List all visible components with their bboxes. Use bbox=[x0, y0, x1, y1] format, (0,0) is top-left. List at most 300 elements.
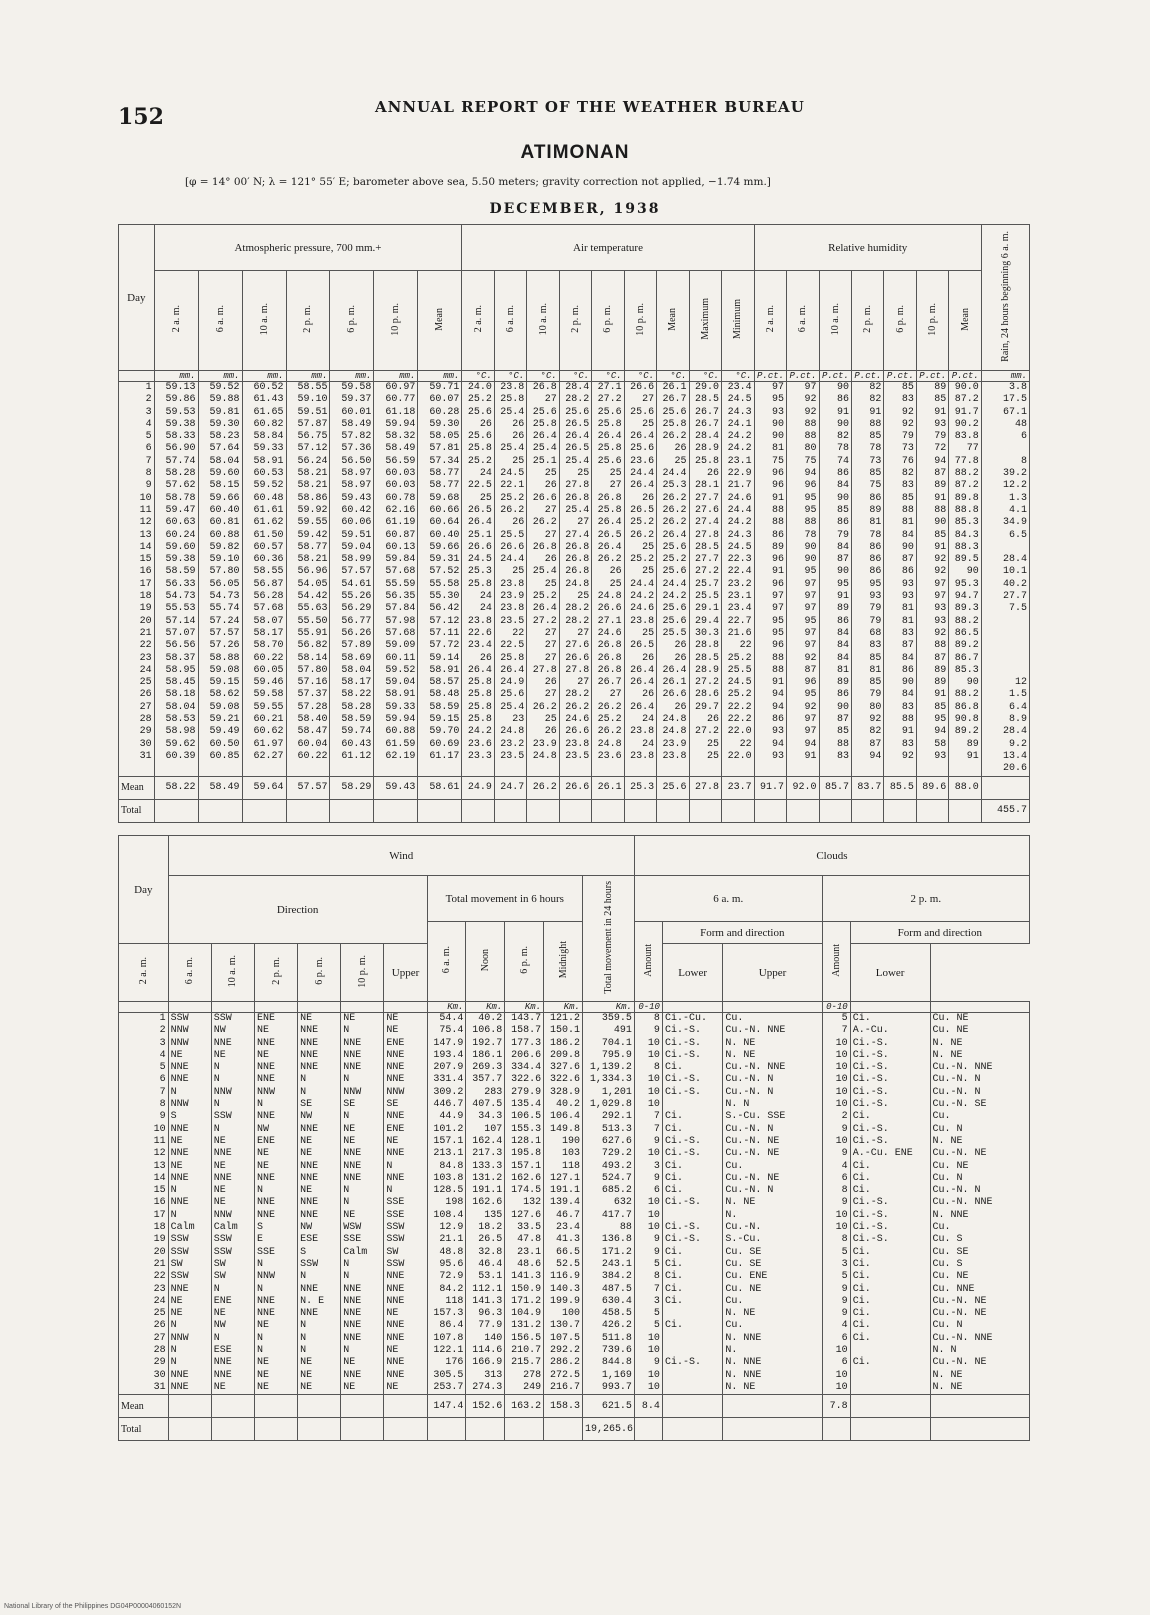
cloud-amount-2pm-value: 9 bbox=[841, 1123, 848, 1135]
rh-cell-value: 96 bbox=[804, 677, 817, 689]
air-cell-value: 22.2 bbox=[727, 701, 752, 713]
cloud-upper-6am-value bbox=[665, 1333, 720, 1345]
air-cell-value: 25 bbox=[479, 492, 492, 504]
cloud-amount-2pm-value: 4 bbox=[841, 1320, 848, 1332]
pressure-cell-value: 56.50 bbox=[341, 455, 372, 467]
pressure-cell-value: 60.48 bbox=[253, 492, 284, 504]
direction-cell-value: NE bbox=[170, 1049, 183, 1061]
pressure-cell-value: 58.04 bbox=[341, 664, 372, 676]
air-cell-value: 25 bbox=[609, 578, 622, 590]
rain-cell-value bbox=[984, 640, 1027, 652]
pressure-cell-value: 61.61 bbox=[253, 504, 284, 516]
rain-cell-value: 7.5 bbox=[1008, 603, 1027, 615]
cloud-amount-6am-value: 5 bbox=[653, 1308, 660, 1320]
pressure-cell-value: 59.58 bbox=[253, 689, 284, 701]
unit-direction bbox=[254, 1002, 297, 1013]
pressure-cell-value: 58.59 bbox=[165, 566, 196, 578]
pressure-col-header-text: 2 a. m. bbox=[170, 305, 182, 333]
air-cell-value: 24.5 bbox=[727, 541, 752, 553]
pressure-cell-value: 57.57 bbox=[341, 566, 372, 578]
day-number-2-value: 6 bbox=[159, 1074, 166, 1086]
pressure-cell-value: 59.94 bbox=[385, 714, 416, 726]
cloud-upper-6am-value: Ci.-S. bbox=[664, 1037, 701, 1049]
air-cell-value: 24.4 bbox=[727, 504, 752, 516]
cloud-amount-2pm-value: 7 bbox=[841, 1025, 848, 1037]
air-cell-value: 23.8 bbox=[565, 738, 590, 750]
air-cell-value: 26.2 bbox=[662, 492, 687, 504]
rh-cell-value: 95 bbox=[869, 578, 882, 590]
pressure-cell-value: 61.17 bbox=[429, 750, 460, 762]
movement-col-header-text: Noon bbox=[479, 948, 491, 972]
pressure-cell-value: 55.63 bbox=[297, 603, 328, 615]
air-cell-value: 26.8 bbox=[565, 541, 590, 553]
direction-cell bbox=[211, 1013, 254, 1395]
rain-cell-value: 8.9 bbox=[1008, 714, 1027, 726]
cloud-lower-2pm-value: Cu. SE bbox=[932, 1246, 969, 1258]
direction-cell-value: NNW bbox=[256, 1086, 275, 1098]
pressure-cell-value: 59.43 bbox=[341, 492, 372, 504]
air-cell-value: 25.6 bbox=[662, 615, 687, 627]
movement-cell-value: 524.7 bbox=[601, 1172, 632, 1184]
direction-cell-value: NNE bbox=[343, 1308, 362, 1320]
movement-cell-value: 48.6 bbox=[517, 1258, 542, 1270]
direction-cell-value: SSW bbox=[386, 1258, 405, 1270]
air-cell-value: 25.5 bbox=[662, 627, 687, 639]
movement-cell-value: 191.1 bbox=[472, 1185, 503, 1197]
pressure-cell-value: 60.63 bbox=[165, 517, 196, 529]
rh-cell-value: 97 bbox=[772, 591, 785, 603]
scan-credit: National Library of the Philippines DG04P00004060152N bbox=[4, 1603, 182, 1610]
direction-cell-value: NE bbox=[300, 1148, 313, 1160]
total-empty bbox=[254, 1418, 297, 1441]
cloud-upper-2pm-value: Ci.-S. bbox=[852, 1037, 889, 1049]
air-cell-value: 25.2 bbox=[467, 394, 492, 406]
direction-cell-value: NW bbox=[213, 1025, 226, 1037]
rh-cell-value: 94 bbox=[772, 701, 785, 713]
rain-cell bbox=[981, 382, 1029, 777]
pressure-cell-value: 56.77 bbox=[341, 615, 372, 627]
movement-cell-value: 177.3 bbox=[511, 1037, 542, 1049]
direction-cell-value: NE bbox=[386, 1025, 399, 1037]
cloud-amount-2pm-value: 5 bbox=[841, 1246, 848, 1258]
direction-cell-value: NNE bbox=[256, 1308, 275, 1320]
rh-cell-value: 87 bbox=[804, 664, 817, 676]
rh-cell-value: 91.7 bbox=[954, 406, 979, 418]
direction-cell-value: NE bbox=[170, 1135, 183, 1147]
total-empty bbox=[657, 799, 689, 822]
movement-cell-value: 171.2 bbox=[601, 1246, 632, 1258]
rh-cell-value: 93 bbox=[772, 406, 785, 418]
cloud-lower-6am-value: Cu.-N. N bbox=[725, 1074, 774, 1086]
air-cell-value: 27.2 bbox=[695, 726, 720, 738]
cloud-lower-2pm-value: Cu.-N. N bbox=[932, 1086, 981, 1098]
air-cell-value: 22 bbox=[739, 738, 752, 750]
air-cell-value: 26 bbox=[674, 652, 687, 664]
cloud-lower-2pm-value: N. NE bbox=[932, 1037, 963, 1049]
direction-cell-value: NNE bbox=[300, 1049, 319, 1061]
wind-clouds-table bbox=[118, 835, 1030, 1441]
rain-cell-value bbox=[984, 616, 1027, 628]
direction-cell-value: NNW bbox=[386, 1086, 405, 1098]
cloud-upper-2pm-value: Ci.-S. bbox=[852, 1099, 889, 1111]
pressure-cell-value: 59.47 bbox=[165, 504, 196, 516]
direction-cell-value: N bbox=[343, 1271, 350, 1283]
direction-col-header-text: 6 p. m. bbox=[313, 957, 325, 985]
air-cell-value: 27.4 bbox=[695, 517, 720, 529]
unit-km: Km. bbox=[466, 1002, 505, 1013]
mean-movement: 163.2 bbox=[505, 1395, 544, 1418]
pressure-cell-value: 59.92 bbox=[297, 504, 328, 516]
direction-cell-value: NNE bbox=[386, 1369, 405, 1381]
rh-cell-value: 89 bbox=[934, 480, 947, 492]
air-col-header bbox=[689, 271, 721, 371]
cloud-lower-2pm-value: Cu.-N. N bbox=[932, 1185, 981, 1197]
movement-cell-value: 103.8 bbox=[433, 1172, 464, 1184]
rh-cell-value: 85 bbox=[869, 652, 882, 664]
air-cell-value: 25 bbox=[544, 578, 557, 590]
air-cell-value: 25.1 bbox=[467, 529, 492, 541]
movement-cell-value: 107.8 bbox=[433, 1332, 464, 1344]
air-cell-value: 23.4 bbox=[727, 382, 752, 393]
direction-cell-value: N bbox=[386, 1185, 393, 1197]
cloud-lower-6am-value: Cu. NE bbox=[725, 1283, 762, 1295]
direction-cell-value: NNE bbox=[386, 1295, 405, 1307]
mean-empty bbox=[254, 1395, 297, 1418]
pressure-cell-value: 59.74 bbox=[341, 726, 372, 738]
movement-cell-value: 106.5 bbox=[511, 1111, 542, 1123]
cloud-upper-2pm-value bbox=[853, 1370, 928, 1382]
total-empty bbox=[689, 799, 721, 822]
day-number-value: 1 bbox=[145, 382, 152, 393]
air-cell-value: 24.8 bbox=[565, 578, 590, 590]
rh-cell-value: 95 bbox=[934, 714, 947, 726]
data-block-2 bbox=[119, 1013, 1030, 1395]
cloud-amount-6am-value: 3 bbox=[653, 1160, 660, 1172]
pressure-cell-value: 56.24 bbox=[297, 455, 328, 467]
air-cell-value: 25.4 bbox=[500, 406, 525, 418]
rh-cell-value: 92 bbox=[804, 394, 817, 406]
air-cell-value: 26.6 bbox=[467, 541, 492, 553]
rh-cell-value: 82 bbox=[836, 431, 849, 443]
movement-cell-value: 95.6 bbox=[439, 1258, 464, 1270]
cloud-amount-6am-value: 7 bbox=[653, 1123, 660, 1135]
day-number-2-value: 10 bbox=[153, 1123, 166, 1135]
cloud-upper-2pm-value: Ci. bbox=[852, 1332, 871, 1344]
pressure-cell-value: 58.21 bbox=[297, 468, 328, 480]
cloud-upper-6am-value: Ci. bbox=[664, 1283, 683, 1295]
air-cell-value: 25 bbox=[642, 541, 655, 553]
air-cell-value: 26 bbox=[512, 517, 525, 529]
cloud-amount-6am bbox=[634, 1013, 662, 1395]
rh-cell-value: 86 bbox=[836, 517, 849, 529]
movement-cell bbox=[544, 1013, 583, 1395]
movement-cell-value: 130.7 bbox=[549, 1320, 580, 1332]
mean-label-2: Mean bbox=[119, 1395, 169, 1418]
rh-cell-value: 92 bbox=[804, 701, 817, 713]
rh-cell-value: 88 bbox=[772, 517, 785, 529]
rh-cell-value: 91 bbox=[934, 541, 947, 553]
air-cell-value: 28.9 bbox=[695, 443, 720, 455]
mean-air: 23.7 bbox=[722, 776, 755, 799]
total-empty bbox=[916, 799, 948, 822]
cloud-amount-2pm-value: 10 bbox=[835, 1062, 848, 1074]
rh-cell-value: 90 bbox=[836, 492, 849, 504]
pressure-cell-value: 59.94 bbox=[385, 418, 416, 430]
direction-cell-value: N bbox=[300, 1271, 307, 1283]
air-cell-value: 25 bbox=[544, 468, 557, 480]
air-col-header-text: Minimum bbox=[732, 298, 744, 339]
pressure-cell-value: 59.52 bbox=[253, 480, 284, 492]
rh-cell-value: 97 bbox=[772, 382, 785, 393]
direction-cell-value: NE bbox=[386, 1308, 399, 1320]
direction-cell-value: Calm bbox=[213, 1222, 238, 1234]
direction-cell-value: NE bbox=[213, 1135, 226, 1147]
day-number-value: 16 bbox=[139, 566, 152, 578]
unit-pressure: mm. bbox=[418, 371, 462, 382]
pressure-cell-value: 59.66 bbox=[209, 492, 240, 504]
pressure-cell-value: 62.16 bbox=[385, 504, 416, 516]
air-cell-value: 24.2 bbox=[662, 591, 687, 603]
movement-cell-value: 44.9 bbox=[439, 1111, 464, 1123]
rh-cell-value: 92 bbox=[869, 714, 882, 726]
air-col-header bbox=[559, 271, 591, 371]
day-number-value: 7 bbox=[145, 455, 152, 467]
rh-cell-value: 77.8 bbox=[954, 455, 979, 467]
rh-cell-value: 94 bbox=[804, 738, 817, 750]
cloud-upper-2pm-value: Ci. bbox=[852, 1295, 871, 1307]
mean-air: 26.6 bbox=[559, 776, 591, 799]
movement-cell-value: 131.2 bbox=[472, 1172, 503, 1184]
pressure-cell-value: 60.21 bbox=[253, 714, 284, 726]
rh-cell-value: 84 bbox=[901, 529, 914, 541]
total-empty bbox=[624, 799, 656, 822]
rh-col-header-text: 6 a. m. bbox=[797, 305, 809, 333]
rh-cell-value: 97 bbox=[934, 578, 947, 590]
day-number bbox=[119, 382, 155, 777]
rh-cell-value: 86 bbox=[772, 529, 785, 541]
air-cell-value: 23.8 bbox=[500, 603, 525, 615]
unit-empty bbox=[850, 1002, 930, 1013]
cloud-upper-6am-value: Ci.-S. bbox=[664, 1148, 701, 1160]
rh-cell-value: 95 bbox=[804, 689, 817, 701]
air-cell-value: 24.2 bbox=[727, 443, 752, 455]
cloud-lower-6am-value: N. NE bbox=[725, 1037, 756, 1049]
rh-cell-value: 97 bbox=[804, 382, 817, 393]
total-empty bbox=[374, 799, 418, 822]
movement-cell-value: 96.3 bbox=[478, 1308, 503, 1320]
rh-cell-value: 91 bbox=[772, 492, 785, 504]
air-cell-value: 25.4 bbox=[500, 443, 525, 455]
movement-cell-value: 141.3 bbox=[511, 1271, 542, 1283]
unit-empty bbox=[930, 1002, 1029, 1013]
air-cell-value: 25.2 bbox=[630, 517, 655, 529]
rh-cell-value: 88.8 bbox=[954, 504, 979, 516]
pressure-cell-value: 62.19 bbox=[385, 750, 416, 762]
direction-cell-value: NNW bbox=[170, 1099, 189, 1111]
air-cell-value: 26.7 bbox=[695, 406, 720, 418]
day-number-2-value: 16 bbox=[153, 1197, 166, 1209]
pressure-cell-value: 60.06 bbox=[341, 517, 372, 529]
humidity-group-header: Relative humidity bbox=[754, 225, 981, 271]
movement-cell-value: 100 bbox=[561, 1308, 580, 1320]
air-cell-value: 24.6 bbox=[727, 492, 752, 504]
day-number-value: 15 bbox=[139, 554, 152, 566]
cloud-lower-2pm-value: Cu. NE bbox=[932, 1025, 969, 1037]
air-cell-value: 27.2 bbox=[532, 615, 557, 627]
day-number-2-value: 8 bbox=[159, 1099, 166, 1111]
rh-cell-value: 84 bbox=[901, 652, 914, 664]
direction-cell-value: N bbox=[343, 1258, 350, 1270]
cloud-upper-2pm-value bbox=[853, 1345, 928, 1357]
pressure-cell-value: 61.59 bbox=[385, 738, 416, 750]
day-number-value: 3 bbox=[145, 406, 152, 418]
movement-cell-value: 166.9 bbox=[472, 1357, 503, 1369]
air-cell-value: 27.7 bbox=[695, 554, 720, 566]
pressure-cell-value: 57.68 bbox=[385, 627, 416, 639]
air-cell-value: 24.4 bbox=[662, 578, 687, 590]
direction-cell-value: SSW bbox=[170, 1246, 189, 1258]
rh-cell-value: 92 bbox=[901, 418, 914, 430]
day-number-value: 24 bbox=[139, 664, 152, 676]
air-cell-value: 26.4 bbox=[467, 517, 492, 529]
pressure-cell-value: 56.90 bbox=[165, 443, 196, 455]
movement-cell-value: 286.2 bbox=[549, 1357, 580, 1369]
total-empty bbox=[662, 1418, 722, 1441]
rh-cell-value: 83 bbox=[901, 701, 914, 713]
air-cell-value: 23.6 bbox=[630, 455, 655, 467]
movement-cell-value: 511.8 bbox=[601, 1332, 632, 1344]
air-cell-value: 24.8 bbox=[662, 726, 687, 738]
air-cell-value: 23.9 bbox=[532, 738, 557, 750]
movement-cell-value: 844.8 bbox=[601, 1357, 632, 1369]
cloud-lower-6am-value: S.-Cu. bbox=[725, 1234, 762, 1246]
rain-cell-value: 28.4 bbox=[1002, 726, 1027, 738]
air-cell-value: 24 bbox=[479, 591, 492, 603]
air-cell bbox=[689, 382, 721, 777]
total-empty bbox=[242, 799, 286, 822]
cloud-amount-2pm-value: 6 bbox=[841, 1332, 848, 1344]
pressure-cell-value: 59.15 bbox=[429, 714, 460, 726]
day-number-value: 13 bbox=[139, 529, 152, 541]
total-empty bbox=[168, 1418, 211, 1441]
pressure-cell-value: 58.91 bbox=[385, 689, 416, 701]
pressure-cell-value: 57.82 bbox=[341, 431, 372, 443]
cloud-amount-2pm-value: 4 bbox=[841, 1160, 848, 1172]
movement-cell-value: 127.1 bbox=[549, 1172, 580, 1184]
air-cell-value: 25.4 bbox=[565, 455, 590, 467]
pressure-cell-value: 57.34 bbox=[429, 455, 460, 467]
cloud-lower-2pm-value: Cu. NE bbox=[932, 1013, 969, 1024]
movement-cell-value: 328.9 bbox=[549, 1086, 580, 1098]
cloud-amount-6am-value: 8 bbox=[653, 1062, 660, 1074]
pressure-cell-value: 59.66 bbox=[429, 541, 460, 553]
air-cell-value: 25.8 bbox=[467, 714, 492, 726]
cloud-upper-6am-value bbox=[665, 1099, 720, 1111]
pressure-cell-value: 60.22 bbox=[297, 750, 328, 762]
pressure-cell-value: 59.51 bbox=[341, 529, 372, 541]
total-empty bbox=[851, 799, 883, 822]
pressure-cell-value: 59.10 bbox=[297, 394, 328, 406]
cloud-upper-2pm-value: Ci. bbox=[852, 1111, 871, 1123]
pressure-cell-value: 60.88 bbox=[385, 726, 416, 738]
rh-cell-value: 94 bbox=[934, 726, 947, 738]
air-cell-value: 26.4 bbox=[565, 431, 590, 443]
air-cell-value: 24.2 bbox=[727, 517, 752, 529]
pressure-cell-value: 60.50 bbox=[209, 738, 240, 750]
rh-cell-value: 85 bbox=[934, 394, 947, 406]
rh-cell-value: 79 bbox=[901, 431, 914, 443]
cloud-amount-2pm-value: 9 bbox=[841, 1308, 848, 1320]
cloud-amount-6am-value: 5 bbox=[653, 1258, 660, 1270]
air-cell-value: 22.5 bbox=[500, 640, 525, 652]
movement-cell-value: 209.8 bbox=[549, 1049, 580, 1061]
pressure-cell bbox=[418, 382, 462, 777]
cloud-lower-2pm-value: Cu. S bbox=[932, 1258, 963, 1270]
pressure-cell-value: 57.68 bbox=[385, 566, 416, 578]
rh-cell-value: 85 bbox=[901, 492, 914, 504]
mean-movement: 621.5 bbox=[582, 1395, 634, 1418]
direction-cell-value: SE bbox=[343, 1099, 356, 1111]
unit-rh: P.ct. bbox=[949, 371, 981, 382]
air-cell-value: 26 bbox=[707, 468, 720, 480]
direction-cell-value: NNE bbox=[256, 1037, 275, 1049]
rh-cell-value: 92 bbox=[804, 406, 817, 418]
movement-cell-value: 48.8 bbox=[439, 1246, 464, 1258]
rh-cell-value: 94 bbox=[934, 455, 947, 467]
movement-cell-value: 157.1 bbox=[511, 1160, 542, 1172]
air-cell-value: 23.3 bbox=[467, 750, 492, 762]
rh-col-header-text: 2 a. m. bbox=[764, 305, 776, 333]
air-cell-value: 25.6 bbox=[597, 455, 622, 467]
movement-cell-value: 128.1 bbox=[511, 1135, 542, 1147]
rain-cell-value: 39.2 bbox=[1002, 468, 1027, 480]
pressure-cell-value: 60.42 bbox=[341, 504, 372, 516]
direction-cell-value: SSE bbox=[343, 1234, 362, 1246]
air-cell-value: 24.0 bbox=[467, 382, 492, 393]
mean-amount-6am: 8.4 bbox=[634, 1395, 662, 1418]
cloud-lower-2pm-value: Cu.-N. NE bbox=[932, 1357, 987, 1369]
pressure-cell-value: 58.86 bbox=[297, 492, 328, 504]
mean-label: Mean bbox=[119, 776, 155, 799]
direction-cell-value: NE bbox=[300, 1369, 313, 1381]
cloud-upper-2pm-value: Ci.-S. bbox=[852, 1123, 889, 1135]
air-cell-value: 28.9 bbox=[695, 664, 720, 676]
day-number-2-value: 7 bbox=[159, 1086, 166, 1098]
movement-cell-value: 162.4 bbox=[472, 1135, 503, 1147]
movement-cell-value: 77.9 bbox=[478, 1320, 503, 1332]
pressure-cell-value: 57.14 bbox=[165, 615, 196, 627]
pressure-cell-value: 58.14 bbox=[297, 652, 328, 664]
air-cell-value: 23.4 bbox=[467, 640, 492, 652]
direction-cell-value: NE bbox=[170, 1160, 183, 1172]
rh-cell-value: 89 bbox=[934, 664, 947, 676]
direction-cell-value: NW bbox=[300, 1111, 313, 1123]
day-number-2-value: 20 bbox=[153, 1246, 166, 1258]
rain-cell-value: 10.1 bbox=[1002, 566, 1027, 578]
wind-group-header: Wind bbox=[168, 836, 634, 876]
pressure-cell-value: 59.62 bbox=[165, 738, 196, 750]
pressure-cell-value: 59.70 bbox=[429, 726, 460, 738]
movement-cell-value: 269.3 bbox=[472, 1062, 503, 1074]
rh-cell-value: 86 bbox=[901, 566, 914, 578]
air-cell-value: 26.8 bbox=[597, 652, 622, 664]
pressure-cell-value: 55.58 bbox=[429, 578, 460, 590]
rh-cell-value: 88 bbox=[901, 504, 914, 516]
day-number-2-value: 29 bbox=[153, 1357, 166, 1369]
pressure-cell-value: 57.98 bbox=[385, 615, 416, 627]
cloud-upper-2pm-value: Ci.-S. bbox=[852, 1222, 889, 1234]
rh-cell-value: 79 bbox=[869, 615, 882, 627]
